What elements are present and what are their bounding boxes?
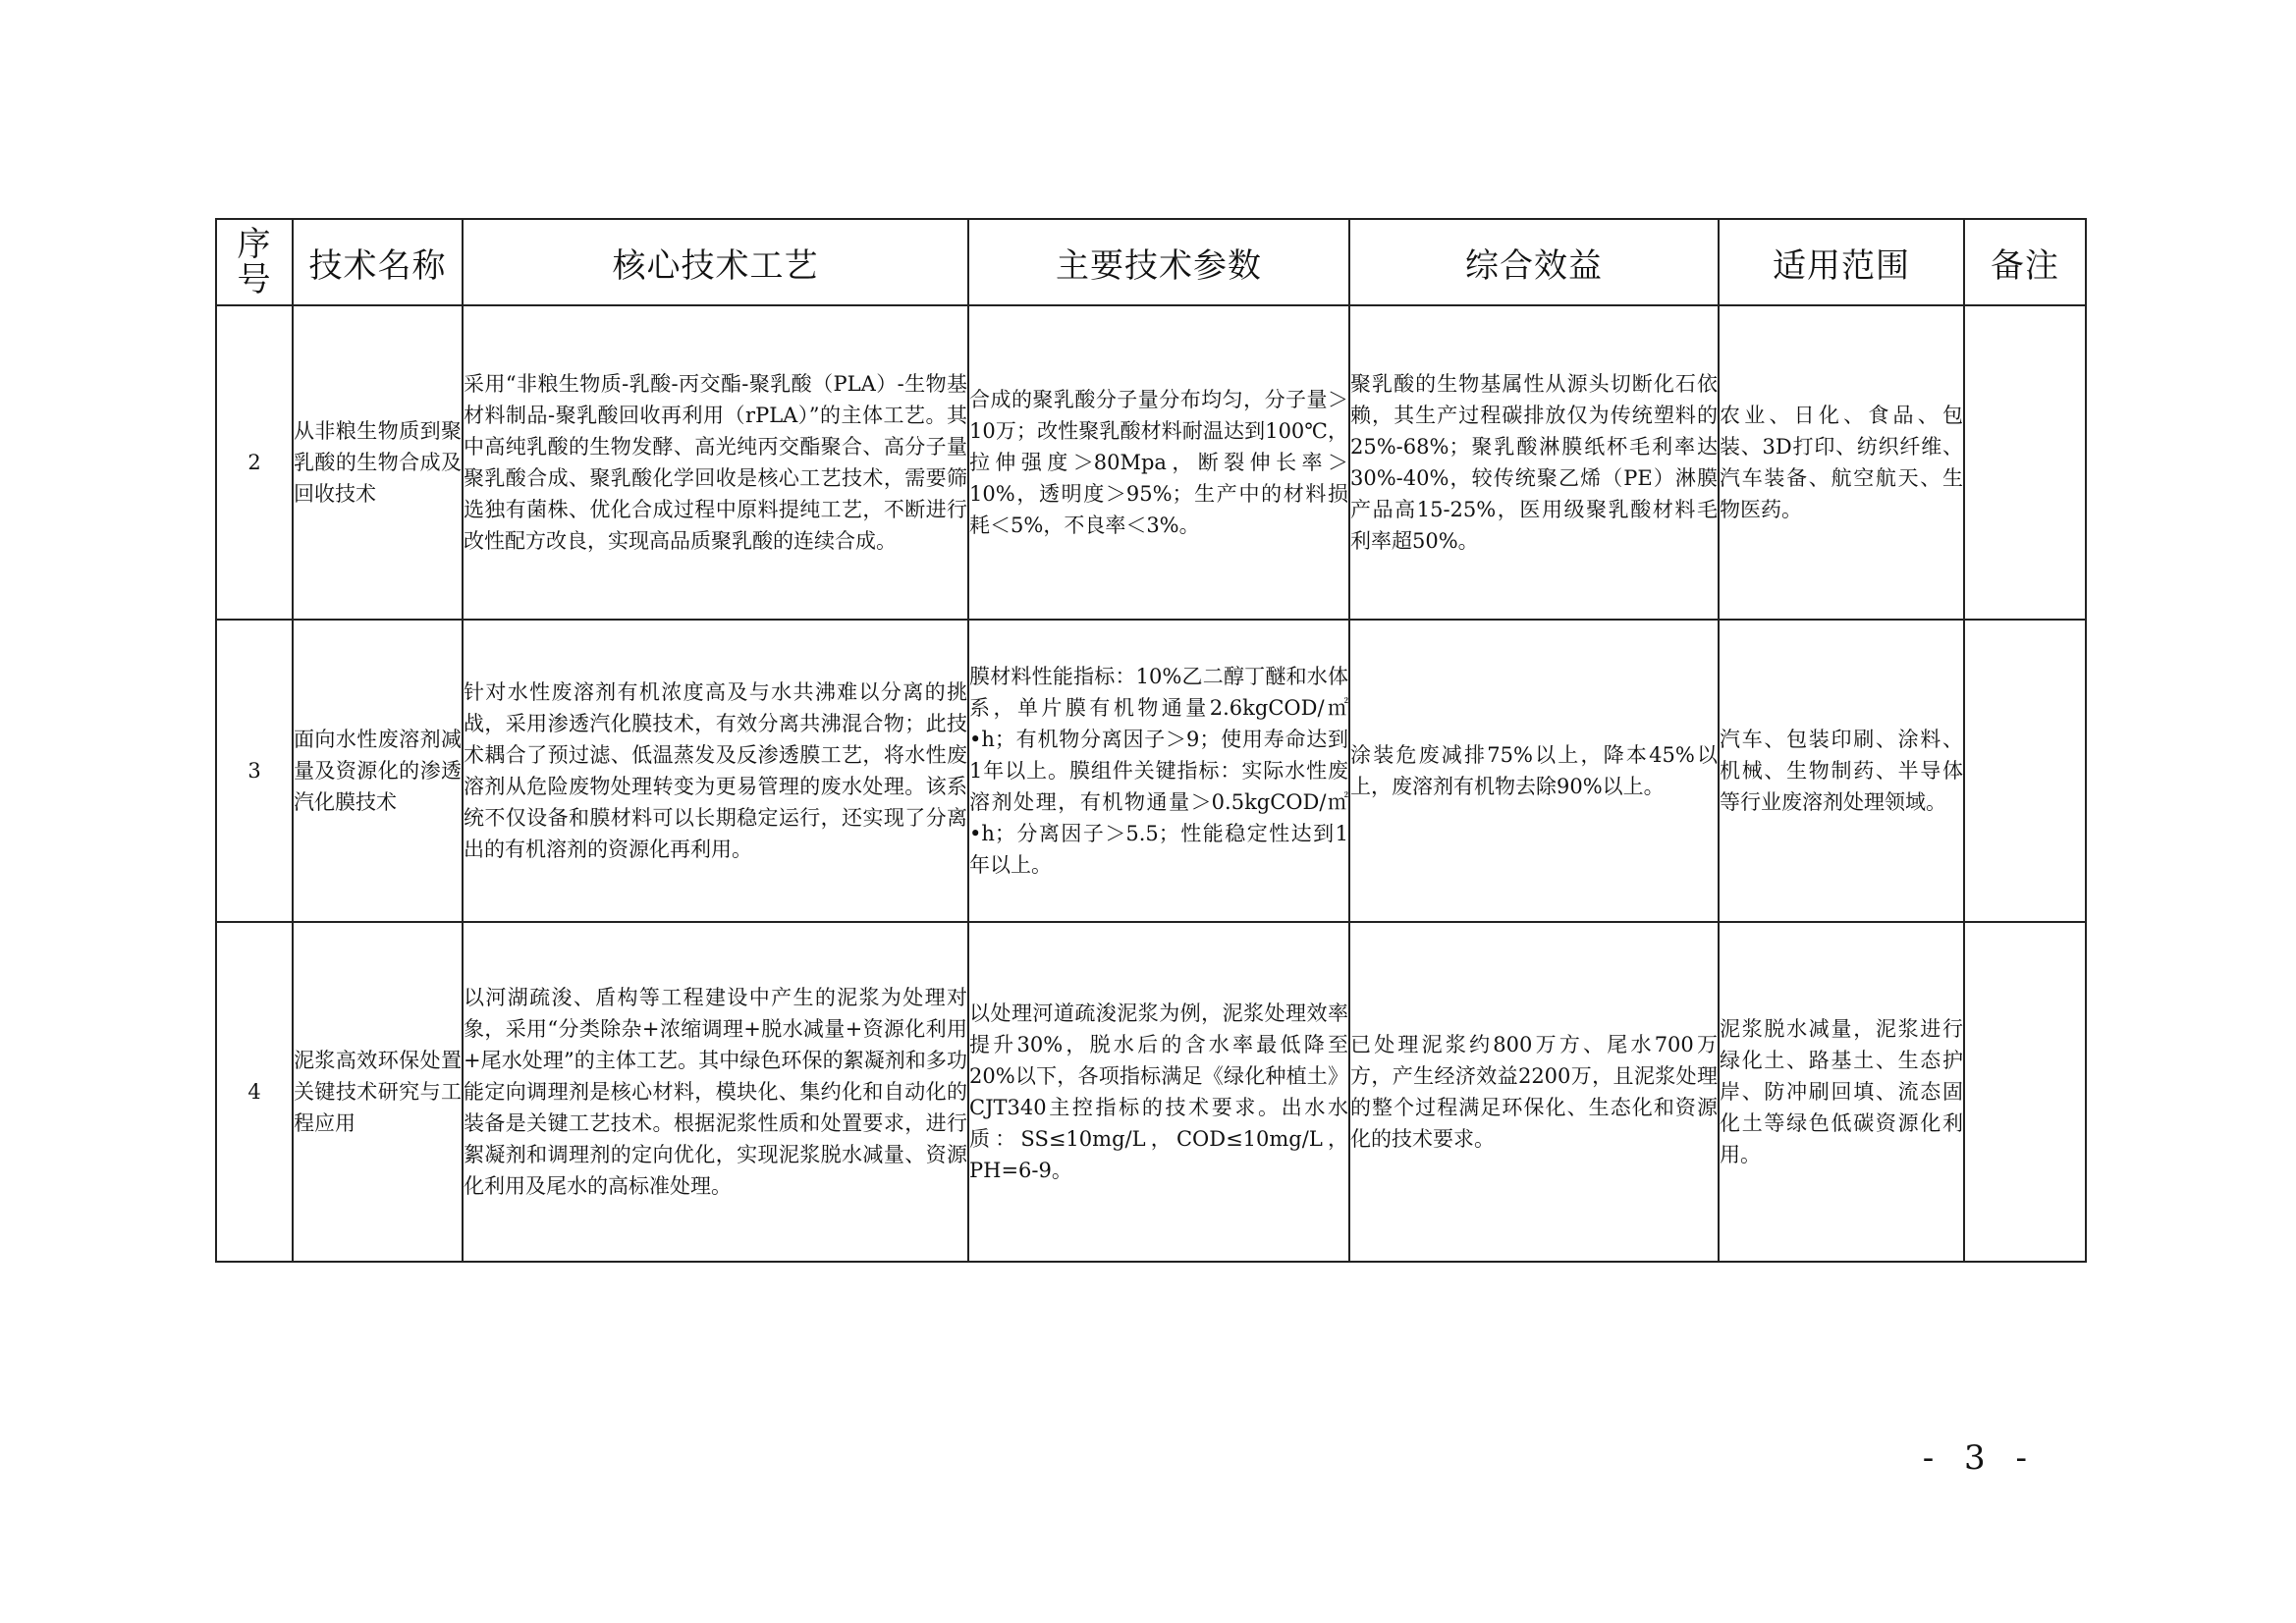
header-remark: 备注 — [1964, 219, 2086, 305]
header-benefit: 综合效益 — [1349, 219, 1719, 305]
row-scope: 农业、日化、食品、包装、3D打印、纺织纤维、汽车装备、航空航天、生物医药。 — [1719, 305, 1964, 620]
row-remark — [1964, 620, 2086, 922]
row-tech-name: 泥浆高效环保处置关键技术研究与工程应用 — [293, 922, 463, 1262]
row-main-params: 以处理河道疏浚泥浆为例，泥浆处理效率提升30%，脱水后的含水率最低降至20%以下，各项指标满足《绿化种植土》CJT340主控指标的技术要求。出水水质：SS≤10mg/L，COD≤10mg/L，PH=6-9。 — [968, 922, 1349, 1262]
table-row — [216, 620, 2086, 922]
row-benefit: 涂装危废减排75%以上，降本45%以上，废溶剂有机物去除90%以上。 — [1349, 620, 1719, 922]
row-core-process: 以河湖疏浚、盾构等工程建设中产生的泥浆为处理对象，采用“分类除杂+浓缩调理+脱水减量+资源化利用+尾水处理”的主体工艺。其中绿色环保的絮凝剂和多功能定向调理剂是核心材料，模块化、集约化和自动化的装备是关键工艺技术。根据泥浆性质和处置要求，进行絮凝剂和调理剂的定向优化，实现泥浆脱水减量、资源化利用及尾水的高标准处理。 — [463, 922, 968, 1262]
header-process: 核心技术工艺 — [463, 219, 968, 305]
table-row — [216, 305, 2086, 620]
row-tech-name: 从非粮生物质到聚乳酸的生物合成及回收技术 — [293, 305, 463, 620]
row-core-process: 针对水性废溶剂有机浓度高及与水共沸难以分离的挑战，采用渗透汽化膜技术，有效分离共沸混合物；此技术耦合了预过滤、低温蒸发及反渗透膜工艺，将水性废溶剂从危险废物处理转变为更易管理的废水处理。该系统不仅设备和膜材料可以长期稳定运行，还实现了分离出的有机溶剂的资源化再利用。 — [463, 620, 968, 922]
row-scope: 泥浆脱水减量，泥浆进行绿化土、路基土、生态护岸、防冲刷回填、流态固化土等绿色低碳资源化利用。 — [1719, 922, 1964, 1262]
row-seq: 4 — [216, 922, 293, 1262]
table-header-row — [216, 219, 2086, 305]
row-remark — [1964, 305, 2086, 620]
technology-catalog-table — [215, 218, 2087, 1263]
header-name: 技术名称 — [293, 219, 463, 305]
row-tech-name: 面向水性废溶剂减量及资源化的渗透汽化膜技术 — [293, 620, 463, 922]
row-main-params: 膜材料性能指标：10%乙二醇丁醚和水体系，单片膜有机物通量2.6kgCOD/㎡•h；有机物分离因子＞9；使用寿命达到1年以上。膜组件关键指标：实际水性废溶剂处理，有机物通量＞0.5kgCOD/㎡•h；分离因子＞5.5；性能稳定性达到1年以上。 — [968, 620, 1349, 922]
row-remark — [1964, 922, 2086, 1262]
page-number: - 3 - — [1922, 1438, 2037, 1478]
row-core-process: 采用“非粮生物质-乳酸-丙交酯-聚乳酸（PLA）-生物基材料制品-聚乳酸回收再利用（rPLA）”的主体工艺。其中高纯乳酸的生物发酵、高光纯丙交酯聚合、高分子量聚乳酸合成、聚乳酸化学回收是核心工艺技术，需要筛选独有菌株、优化合成过程中原料提纯工艺，不断进行改性配方改良，实现高品质聚乳酸的连续合成。 — [463, 305, 968, 620]
row-main-params: 合成的聚乳酸分子量分布均匀，分子量＞10万；改性聚乳酸材料耐温达到100℃，拉伸强度＞80Mpa，断裂伸长率＞10%，透明度＞95%；生产中的材料损耗＜5%，不良率＜3%。 — [968, 305, 1349, 620]
header-seq: 序号 — [216, 219, 293, 305]
header-params: 主要技术参数 — [968, 219, 1349, 305]
row-benefit: 聚乳酸的生物基属性从源头切断化石依赖，其生产过程碳排放仅为传统塑料的25%-68%；聚乳酸淋膜纸杯毛利率达30%-40%，较传统聚乙烯（PE）淋膜产品高15-25%，医用级聚乳酸材料毛利率超50%。 — [1349, 305, 1719, 620]
row-benefit: 已处理泥浆约800万方、尾水700万方，产生经济效益2200万，且泥浆处理的整个过程满足环保化、生态化和资源化的技术要求。 — [1349, 922, 1719, 1262]
table-row — [216, 922, 2086, 1262]
row-scope: 汽车、包装印刷、涂料、机械、生物制药、半导体等行业废溶剂处理领域。 — [1719, 620, 1964, 922]
row-seq: 3 — [216, 620, 293, 922]
row-seq: 2 — [216, 305, 293, 620]
header-scope: 适用范围 — [1719, 219, 1964, 305]
